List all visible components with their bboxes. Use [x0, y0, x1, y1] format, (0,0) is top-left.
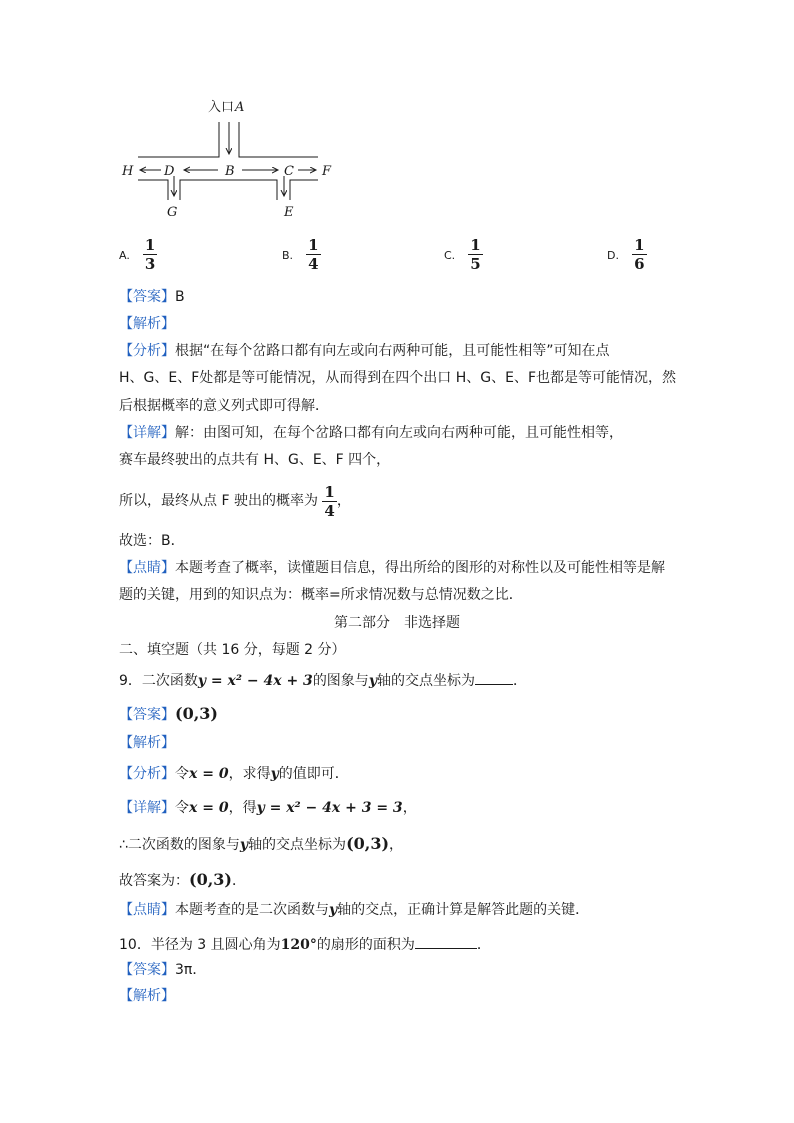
lower-wall-middle	[180, 180, 277, 200]
label-H: H	[122, 164, 134, 179]
section2-title: 二、填空题（共 16 分，每题 2 分）	[119, 642, 346, 658]
entrance-wall-left	[138, 122, 219, 157]
option-d-fraction: $\frac{1}{6}$	[634, 236, 645, 273]
q8-answer-line: 【答案】B	[119, 289, 185, 305]
angle-value: 120°	[280, 937, 317, 953]
label-G: G	[167, 205, 178, 220]
option-a: A. $\frac{1}{3}$	[119, 236, 156, 273]
q9-dianjing: 【点睛】本题考查的是二次函数与y轴的交点，正确计算是解答此题的关键．	[119, 902, 590, 918]
q10-analysis-heading: 【解析】	[119, 988, 175, 1004]
q8-choice: 故选：B．	[119, 533, 185, 549]
option-c: C. $\frac{1}{5}$	[444, 236, 481, 273]
label-E: E	[284, 205, 294, 220]
answer-blank	[415, 934, 477, 949]
part2-title: 第二部分 非选择题	[334, 615, 460, 631]
q9-analysis-heading: 【解析】	[119, 735, 175, 751]
option-d: D. $\frac{1}{6}$	[607, 236, 645, 273]
lower-wall-right	[290, 180, 318, 200]
entrance-wall-right	[239, 122, 318, 157]
option-b: B. $\frac{1}{4}$	[282, 236, 319, 273]
road-diagram	[118, 92, 338, 224]
label-F: F	[322, 164, 332, 179]
q8-dianjing-line2: 题的关键，用到的知识点为：概率=所求情况数与总情况数之比．	[119, 587, 523, 603]
label-D: D	[164, 164, 175, 179]
q10-question: 10．半径为 3 且圆心角为120°的扇形的面积为 ．	[119, 934, 491, 955]
lower-wall-left	[138, 180, 168, 200]
probability-fraction: $\frac{1}{4}$	[324, 482, 335, 520]
q8-xiangjie-line3: 所以，最终从点 F 驶出的概率为 $\frac{1}{4}$ ，	[119, 482, 351, 520]
q8-fenxi-line3: 后根据概率的意义列式即可得解．	[119, 398, 329, 414]
q8-xiangjie-line1: 【详解】解：由图可知，在每个岔路口都有向左或向右两种可能，且可能性相等，	[119, 425, 623, 441]
q9-therefore: ∴二次函数的图象与y轴的交点坐标为(0,3)，	[119, 834, 404, 853]
q9-answer-line: 【答案】(0,3)	[119, 704, 218, 723]
option-c-fraction: $\frac{1}{5}$	[470, 236, 481, 273]
q8-analysis-heading: 【解析】	[119, 316, 175, 332]
option-b-fraction: $\frac{1}{4}$	[308, 236, 319, 273]
q9-xiangjie: 【详解】令x = 0，得y = x² − 4x + 3 = 3，	[119, 800, 417, 816]
q9-formula: y = x² − 4x + 3	[197, 673, 313, 689]
q8-fenxi-line1: 【分析】根据“在每个岔路口都有向左或向右两种可能，且可能性相等”可知在点	[119, 343, 610, 359]
q10-answer-line: 【答案】3π．	[119, 962, 207, 978]
label-A: A	[235, 100, 245, 115]
q9-fenxi: 【分析】令x = 0，求得y的值即可．	[119, 766, 349, 782]
q9-question: 9．二次函数y = x² − 4x + 3的图象与y轴的交点坐标为 ．	[119, 670, 527, 691]
entrance-label: 入口	[208, 100, 235, 115]
option-a-fraction: $\frac{1}{3}$	[144, 236, 156, 273]
label-C: C	[284, 164, 294, 179]
q8-fenxi-line2: H、G、E、F处都是等可能情况，从而得到在四个出口 H、G、E、F也都是等可能情况，然	[119, 370, 676, 386]
q8-xiangjie-line2: 赛车最终驶出的点共有 H、G、E、F 四个，	[119, 452, 391, 468]
q9-final-answer: 故答案为：(0,3)．	[119, 870, 246, 889]
answer-blank	[475, 670, 513, 685]
q8-dianjing-line1: 【点睛】本题考查了概率，读懂题目信息，得出所给的图形的对称性以及可能性相等是解	[119, 560, 665, 576]
label-B: B	[225, 164, 235, 179]
